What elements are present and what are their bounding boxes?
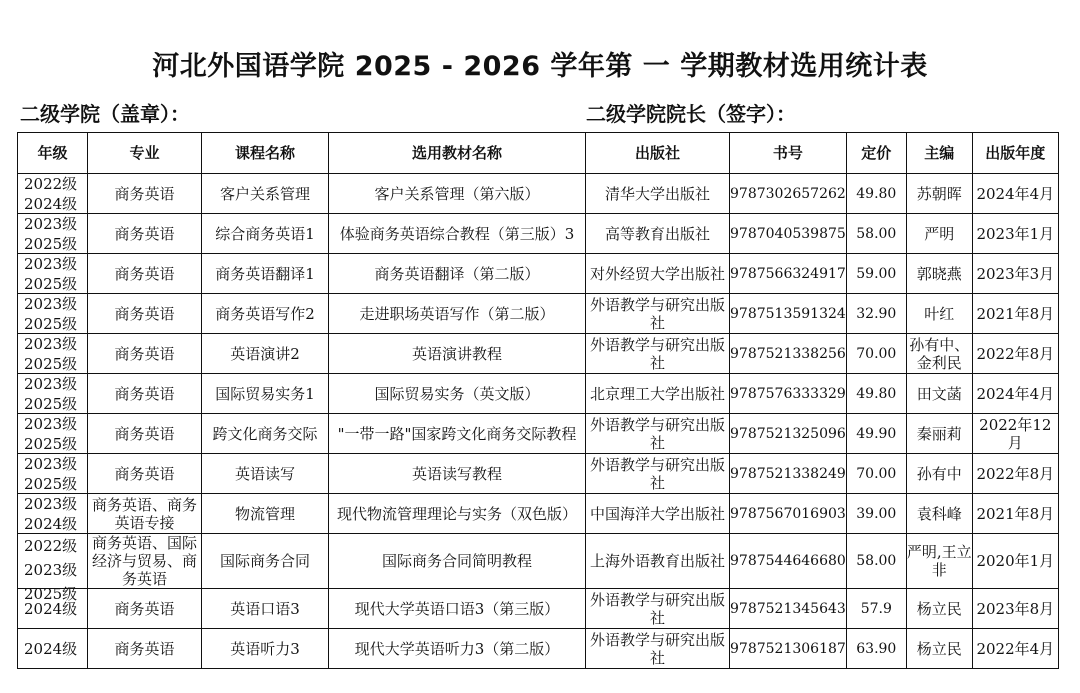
cell-publisher-text: 外语教学与研究出版社	[589, 335, 725, 372]
cell-grade-text: 2024级	[24, 599, 78, 618]
cell-major	[88, 414, 202, 454]
page-title: 河北外国语学院 2025 - 2026 学年第 一 学期教材选用统计表	[152, 51, 928, 82]
cell-major	[88, 494, 202, 534]
cell-price-text: 70.00	[856, 465, 897, 482]
cell-year-text: 2023年1月	[976, 224, 1055, 243]
cell-editor	[906, 374, 972, 414]
cell-textbook	[329, 214, 586, 254]
cell-grade-text: 2023级 2025级	[24, 255, 78, 293]
cell-publisher-text: 外语教学与研究出版社	[589, 415, 725, 452]
cell-grade-text: 2023级 2025级	[24, 215, 78, 253]
table-row	[18, 414, 1059, 454]
cell-price	[846, 534, 906, 589]
cell-publisher-text: 外语教学与研究出版社	[589, 455, 725, 492]
cell-textbook-text: 体验商务英语综合教程（第三版）3	[339, 224, 575, 243]
cell-isbn	[730, 174, 847, 214]
cell-isbn	[730, 494, 847, 534]
cell-textbook	[329, 294, 586, 334]
cell-course	[202, 454, 329, 494]
header-textbook: 选用教材名称	[329, 133, 586, 174]
cell-textbook-text: 客户关系管理（第六版）	[374, 184, 540, 203]
cell-editor-text: 孙有中、金利民	[909, 335, 970, 372]
textbook-table	[17, 132, 1059, 669]
cell-major-text: 商务英语	[114, 599, 175, 618]
cell-grade-text: 2023级 2025级	[24, 455, 78, 493]
cell-grade-text: 2023级 2025级	[24, 375, 78, 413]
cell-grade	[18, 494, 88, 534]
cell-major	[88, 374, 202, 414]
cell-isbn-text: 9787521345643	[730, 600, 846, 617]
cell-textbook-text: "一带一路"国家跨文化商务交际教程	[337, 424, 577, 443]
cell-editor-text: 严明,王立非	[906, 543, 972, 579]
cell-editor-text: 严明	[924, 224, 955, 243]
cell-price	[846, 414, 906, 454]
cell-price	[846, 494, 906, 534]
cell-course	[202, 334, 329, 374]
cell-course	[202, 374, 329, 414]
header-major: 专业	[88, 133, 202, 174]
cell-year	[972, 414, 1058, 454]
header-year: 出版年度	[972, 133, 1058, 174]
cell-course	[202, 414, 329, 454]
cell-year-text: 2022年4月	[976, 639, 1055, 658]
cell-editor	[906, 494, 972, 534]
cell-grade	[18, 414, 88, 454]
cell-grade-text: 2023级 2025级	[24, 295, 78, 333]
cell-editor-text: 杨立民	[916, 599, 962, 618]
cell-major-text: 商务英语	[114, 424, 175, 443]
cell-year-text: 2021年8月	[976, 504, 1055, 523]
cell-year	[972, 294, 1058, 334]
cell-textbook	[329, 494, 586, 534]
table-row	[18, 589, 1059, 629]
cell-year-text: 2023年3月	[976, 264, 1055, 283]
cell-editor-text: 田文菡	[916, 384, 962, 403]
cell-editor	[906, 534, 972, 589]
cell-publisher	[586, 214, 730, 254]
cell-course	[202, 589, 329, 629]
cell-price-text: 49.80	[856, 385, 897, 402]
table-row	[18, 334, 1059, 374]
cell-textbook-text: 英语读写教程	[411, 464, 502, 483]
cell-price-text: 49.80	[856, 185, 897, 202]
cell-course-text: 英语演讲2	[230, 344, 300, 363]
cell-publisher-text: 北京理工大学出版社	[589, 384, 725, 403]
header-price: 定价	[846, 133, 906, 174]
cell-price	[846, 629, 906, 669]
cell-course-text: 国际商务合同	[219, 552, 310, 570]
cell-course	[202, 174, 329, 214]
cell-year	[972, 589, 1058, 629]
cell-grade-text: 2024级	[24, 639, 78, 658]
cell-year-text: 2022年12月	[979, 415, 1052, 452]
cell-year-text: 2020年1月	[976, 552, 1055, 570]
cell-price	[846, 334, 906, 374]
cell-isbn	[730, 589, 847, 629]
cell-isbn-text: 9787521338256	[730, 345, 846, 362]
cell-textbook-text: 国际贸易实务（英文版）	[374, 384, 540, 403]
table-row	[18, 494, 1059, 534]
cell-major	[88, 589, 202, 629]
cell-course-text: 客户关系管理	[219, 184, 310, 203]
cell-publisher-text: 外语教学与研究出版社	[589, 590, 725, 627]
table-header-row	[18, 133, 1059, 174]
cell-isbn	[730, 414, 847, 454]
cell-price	[846, 589, 906, 629]
cell-editor-text: 孙有中	[916, 464, 962, 483]
cell-textbook	[329, 374, 586, 414]
cell-grade-text: 2023级 2025级	[24, 415, 78, 453]
table-row	[18, 214, 1059, 254]
cell-publisher	[586, 629, 730, 669]
cell-isbn-text: 9787302657262	[730, 185, 846, 202]
cell-publisher	[586, 494, 730, 534]
cell-publisher	[586, 374, 730, 414]
cell-grade-text: 2023级 2025级	[24, 335, 78, 373]
cell-isbn	[730, 454, 847, 494]
cell-major	[88, 454, 202, 494]
cell-price-text: 39.00	[856, 505, 897, 522]
cell-major	[88, 334, 202, 374]
cell-major	[88, 294, 202, 334]
cell-price	[846, 374, 906, 414]
cell-year	[972, 494, 1058, 534]
cell-year	[972, 334, 1058, 374]
cell-isbn-text: 9787544646680	[730, 553, 846, 569]
cell-grade	[18, 534, 88, 603]
cell-editor	[906, 629, 972, 669]
cell-publisher	[586, 534, 730, 589]
cell-isbn-text: 9787040539875	[730, 225, 846, 242]
cell-year	[972, 534, 1058, 589]
cell-course-text: 国际贸易实务1	[215, 384, 315, 403]
cell-isbn	[730, 374, 847, 414]
cell-publisher	[586, 254, 730, 294]
cell-course-text: 综合商务英语1	[215, 224, 315, 243]
cell-editor-text: 郭晓燕	[916, 264, 962, 283]
cell-major	[88, 214, 202, 254]
cell-year-text: 2022年8月	[976, 344, 1055, 363]
cell-editor-text: 袁科峰	[916, 504, 962, 523]
cell-publisher	[586, 589, 730, 629]
cell-isbn-text: 9787513591324	[730, 305, 846, 322]
cell-textbook-text: 国际商务合同简明教程	[381, 552, 532, 570]
cell-course	[202, 294, 329, 334]
cell-course	[202, 494, 329, 534]
cell-publisher-text: 清华大学出版社	[604, 184, 710, 203]
cell-price-text: 49.90	[856, 425, 897, 442]
cell-isbn	[730, 534, 847, 589]
table-row	[18, 294, 1059, 334]
cell-major-text: 商务英语	[114, 184, 175, 203]
cell-isbn-text: 9787567016903	[730, 505, 846, 522]
cell-course-text: 跨文化商务交际	[212, 424, 318, 443]
cell-isbn-text: 9787521306187	[730, 640, 846, 657]
table-row	[18, 174, 1059, 214]
cell-price-text: 57.9	[860, 600, 892, 617]
cell-textbook-text: 现代物流管理理论与实务（双色版）	[336, 504, 577, 523]
cell-major-text: 商务英语、国际经济与贸易、商务英语	[91, 534, 197, 588]
cell-course	[202, 214, 329, 254]
cell-price-text: 70.00	[856, 345, 897, 362]
header-grade: 年级	[18, 133, 88, 174]
cell-editor-text: 杨立民	[916, 639, 962, 658]
cell-isbn	[730, 334, 847, 374]
cell-publisher-text: 对外经贸大学出版社	[589, 264, 725, 283]
cell-course	[202, 629, 329, 669]
cell-major-text: 商务英语、商务英语专接	[91, 495, 197, 532]
cell-grade	[18, 629, 88, 669]
cell-price-text: 32.90	[856, 305, 897, 322]
cell-course-text: 英语口语3	[230, 599, 300, 618]
cell-editor	[906, 214, 972, 254]
cell-isbn	[730, 294, 847, 334]
cell-textbook	[329, 174, 586, 214]
cell-publisher	[586, 414, 730, 454]
cell-editor-text: 叶红	[924, 304, 955, 323]
cell-publisher	[586, 294, 730, 334]
cell-editor	[906, 414, 972, 454]
cell-year	[972, 374, 1058, 414]
cell-grade	[18, 214, 88, 254]
cell-grade-text: 2022级 2024级	[24, 175, 78, 213]
cell-year	[972, 629, 1058, 669]
cell-major	[88, 254, 202, 294]
cell-major-text: 商务英语	[114, 384, 175, 403]
cell-textbook	[329, 334, 586, 374]
cell-price	[846, 214, 906, 254]
cell-year-text: 2024年4月	[976, 384, 1055, 403]
cell-textbook	[329, 534, 586, 589]
cell-isbn	[730, 629, 847, 669]
cell-course-text: 商务英语写作2	[215, 304, 315, 323]
cell-publisher-text: 外语教学与研究出版社	[589, 630, 725, 667]
cell-editor	[906, 454, 972, 494]
cell-publisher-text: 外语教学与研究出版社	[589, 295, 725, 332]
header-editor: 主编	[906, 133, 972, 174]
cell-major	[88, 534, 202, 589]
cell-editor-text: 秦丽莉	[916, 424, 962, 443]
cell-major-text: 商务英语	[114, 224, 175, 243]
table-body	[18, 174, 1059, 669]
cell-textbook-text: 现代大学英语听力3（第二版）	[354, 639, 560, 658]
table-row	[18, 534, 1059, 589]
cell-major	[88, 629, 202, 669]
cell-year-text: 2022年8月	[976, 464, 1055, 483]
cell-grade	[18, 174, 88, 214]
cell-course-text: 商务英语翻译1	[215, 264, 315, 283]
cell-major	[88, 174, 202, 214]
cell-price-text: 59.00	[856, 265, 897, 282]
cell-price	[846, 174, 906, 214]
cell-year	[972, 254, 1058, 294]
cell-course-text: 英语读写	[234, 464, 295, 483]
cell-editor	[906, 589, 972, 629]
table-row	[18, 254, 1059, 294]
cell-publisher-text: 中国海洋大学出版社	[589, 504, 725, 523]
header-isbn: 书号	[730, 133, 847, 174]
cell-textbook	[329, 254, 586, 294]
table-row	[18, 629, 1059, 669]
cell-price	[846, 294, 906, 334]
cell-textbook-text: 走进职场英语写作（第二版）	[359, 304, 555, 323]
cell-course	[202, 534, 329, 589]
cell-year	[972, 454, 1058, 494]
cell-textbook-text: 商务英语翻译（第二版）	[374, 264, 540, 283]
cell-publisher	[586, 454, 730, 494]
cell-price-text: 58.00	[856, 553, 897, 569]
cell-grade-text: 2023级 2024级	[24, 495, 78, 533]
cell-grade-text: 2022级 2023级 2025级	[24, 537, 78, 603]
cell-isbn-text: 9787576333329	[730, 385, 846, 402]
cell-major-text: 商务英语	[114, 304, 175, 323]
cell-grade	[18, 254, 88, 294]
cell-year-text: 2024年4月	[976, 184, 1055, 203]
cell-publisher	[586, 334, 730, 374]
cell-course	[202, 254, 329, 294]
cell-publisher-text: 上海外语教育出版社	[589, 552, 725, 570]
table-row	[18, 454, 1059, 494]
cell-year	[972, 174, 1058, 214]
cell-textbook	[329, 589, 586, 629]
cell-editor-text: 苏朝晖	[916, 184, 962, 203]
cell-price	[846, 254, 906, 294]
cell-grade	[18, 454, 88, 494]
cell-course-text: 英语听力3	[230, 639, 300, 658]
cell-publisher-text: 高等教育出版社	[604, 224, 710, 243]
cell-textbook	[329, 454, 586, 494]
cell-isbn-text: 9787521325096	[730, 425, 846, 442]
cell-isbn-text: 9787566324917	[730, 265, 846, 282]
cell-editor	[906, 254, 972, 294]
cell-year-text: 2021年8月	[976, 304, 1055, 323]
cell-textbook-text: 英语演讲教程	[411, 344, 502, 363]
cell-editor	[906, 174, 972, 214]
cell-publisher	[586, 174, 730, 214]
cell-major-text: 商务英语	[114, 344, 175, 363]
cell-price-text: 63.90	[856, 640, 897, 657]
cell-grade	[18, 374, 88, 414]
cell-major-text: 商务英语	[114, 639, 175, 658]
college-seal-label: 二级学院（盖章）：	[20, 102, 190, 126]
cell-major-text: 商务英语	[114, 464, 175, 483]
cell-textbook	[329, 629, 586, 669]
header-publisher: 出版社	[586, 133, 730, 174]
header-course: 课程名称	[202, 133, 329, 174]
table-row	[18, 374, 1059, 414]
cell-textbook-text: 现代大学英语口语3（第三版）	[354, 599, 560, 618]
cell-editor	[906, 294, 972, 334]
cell-isbn-text: 9787521338249	[730, 465, 846, 482]
cell-price-text: 58.00	[856, 225, 897, 242]
cell-course-text: 物流管理	[234, 504, 295, 523]
dean-signature-label: 二级学院院长（签字）：	[586, 102, 796, 126]
cell-textbook	[329, 414, 586, 454]
cell-year-text: 2023年8月	[976, 599, 1055, 618]
cell-isbn	[730, 254, 847, 294]
cell-year	[972, 214, 1058, 254]
cell-isbn	[730, 214, 847, 254]
cell-price	[846, 454, 906, 494]
cell-grade	[18, 294, 88, 334]
cell-grade	[18, 334, 88, 374]
cell-major-text: 商务英语	[114, 264, 175, 283]
cell-editor	[906, 334, 972, 374]
